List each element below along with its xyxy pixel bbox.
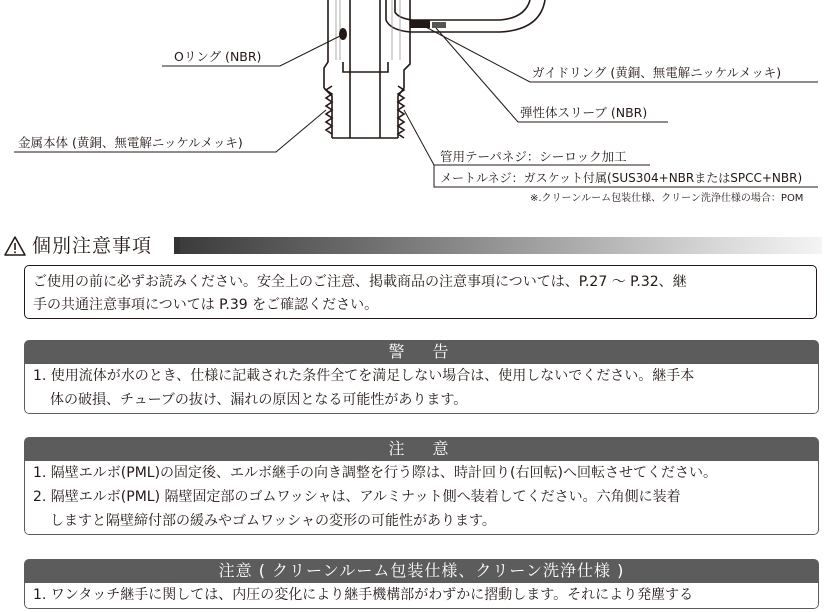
- caution-item-1-line-1: 1. 隔壁エルボ(PML)の固定後、エルボ継手の向き調整を行う際は、時計回り(右回転)へ回転させてください。: [33, 465, 717, 481]
- caution-item-2-line-1: 2. 隔壁エルボ(PML) 隔壁固定部のゴムワッシャは、アルミナット側へ装着してください。六角側に装着: [33, 489, 681, 505]
- caution-box-body: [24, 461, 819, 535]
- intro-notice-box: [24, 265, 817, 319]
- warning-box-body: [24, 364, 819, 414]
- warning-triangle-icon: [4, 236, 26, 256]
- caution-box: [24, 437, 819, 535]
- section-title-bar-cap: [174, 237, 180, 254]
- cleanroom-box-title: 注意 ( クリーンルーム包装仕様、クリーン洗浄仕様 ): [24, 559, 819, 583]
- section-title-bar: [174, 237, 822, 254]
- cleanroom-item-1: [33, 583, 812, 607]
- elastic-sleeve-label: 弾性体スリーブ (NBR): [520, 105, 648, 120]
- warning-item-1-line-2: 体の破損、チューブの抜け、漏れの原因となる可能性があります。: [50, 392, 468, 408]
- cleanroom-note: ※.クリーンルーム包装仕様、クリーン洗浄仕様の場合：POM: [530, 193, 804, 204]
- cleanroom-caution-box: [24, 559, 819, 609]
- warning-box-title: 警 告: [24, 340, 819, 364]
- warning-item-1-line-1: 1. 使用流体が水のとき、仕様に記載された条件全てを満足しない場合は、使用しないでください。継手本: [33, 368, 695, 384]
- caution-item-1: [33, 461, 812, 485]
- intro-line-2: 手の共通注意事項については P.39 をご確認ください。: [33, 297, 379, 313]
- cleanroom-item-1-line-1: 1. ワンタッチ継手に関しては、内圧の変化により継手機構部がわずかに摺動します。それにより発塵する: [33, 587, 694, 603]
- caution-item-2-line-2: しますと隔壁締付部の緩みやゴムワッシャの変形の可能性があります。: [50, 513, 496, 529]
- intro-line-1: ご使用の前に必ずお読みください。安全上のご注意、掲載商品の注意事項については、P.27 ～ P.32、継: [33, 274, 687, 290]
- taper-thread-label: 管用テーパネジ：シーロック加工: [440, 149, 627, 164]
- guide-ring-label: ガイドリング (黄銅、無電解ニッケルメッキ): [532, 65, 782, 80]
- metal-body-label: 金属本体 (黄銅、無電解ニッケルメッキ): [18, 135, 243, 150]
- cleanroom-box-body: [24, 583, 819, 609]
- warning-box: [24, 340, 819, 414]
- o-ring-label: Oリング (NBR): [174, 49, 262, 64]
- warning-item-1: [33, 364, 812, 412]
- caution-item-2: [33, 485, 812, 533]
- metric-thread-label: メートルネジ：ガスケット付属(SUS304+NBRまたはSPCC+NBR): [440, 171, 803, 185]
- section-title: 個別注意事項: [32, 235, 153, 257]
- caution-box-title: 注 意: [24, 437, 819, 461]
- section-heading: [4, 234, 828, 258]
